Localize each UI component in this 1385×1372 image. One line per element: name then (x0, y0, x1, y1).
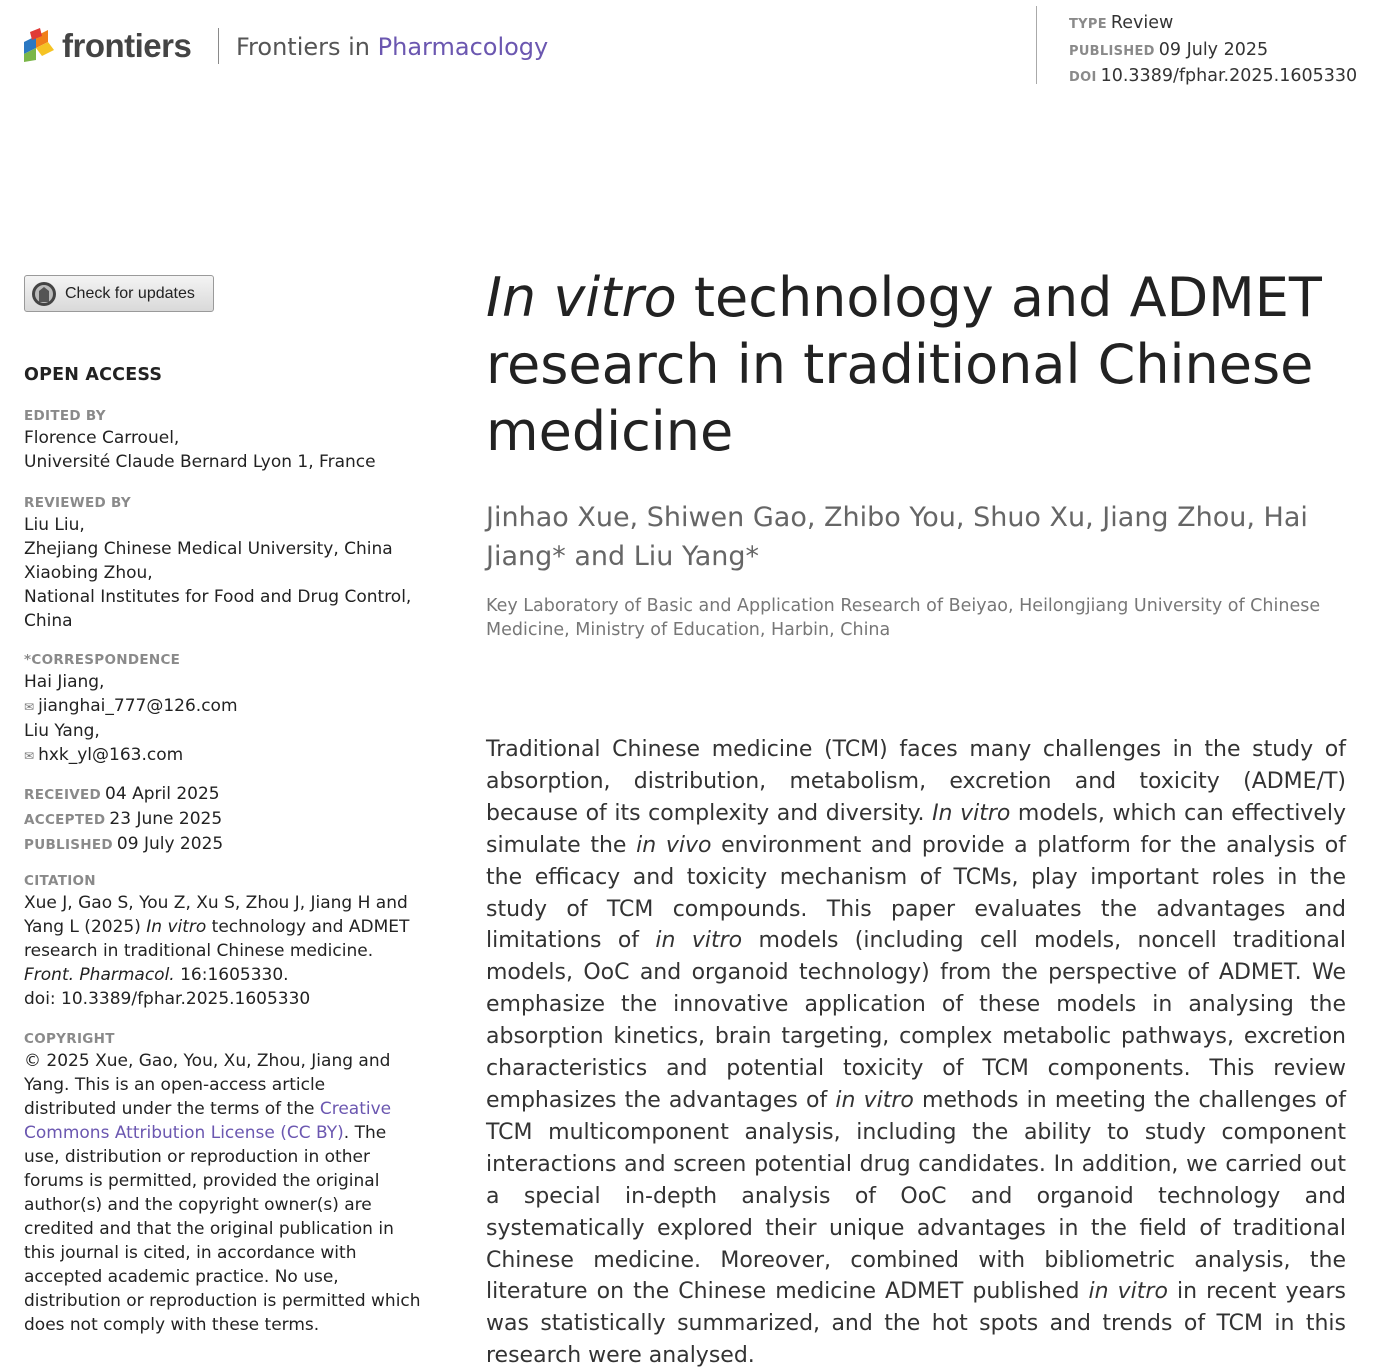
frontiers-logo-icon (22, 28, 56, 64)
citation-volume: 16:1605330. (174, 965, 289, 985)
published-row (24, 832, 424, 857)
copyright-heading: COPYRIGHT (24, 1031, 115, 1047)
citation-italic: In vitro (146, 917, 207, 937)
citation-journal: Front. Pharmacol. (24, 965, 175, 985)
accepted-row (24, 807, 424, 832)
abstract-text: Traditional Chinese medicine (TCM) faces many challenges in the study of absorption, distribution, metabolism, excretion and toxicity (ADME/T) because of its complexity and diversity. (486, 737, 1346, 826)
check-updates-icon (31, 281, 57, 307)
abstract-text: environment and provide a platform for the analysis of the efficacy and toxicity mechanism of TCMs, play important roles in the study of TCM compounds. This paper evaluates the advantages and limitations of (486, 832, 1346, 954)
meta-type-value: Review (1110, 13, 1174, 33)
abstract-text: models, which can effectively simulate the (486, 800, 1346, 858)
editor-name: Florence Carrouel, (24, 428, 180, 448)
meta-doi (1069, 64, 1357, 91)
published-label: PUBLISHED (24, 837, 113, 853)
citation-line-2 (24, 915, 424, 939)
copyright-text (24, 1049, 422, 1337)
reviewer-1-affiliation: Zhejiang Chinese Medical University, China (24, 539, 393, 559)
abstract-italic: in vitro (1088, 1279, 1168, 1305)
meta-type (1069, 11, 1357, 38)
citation-line-3: research in traditional Chinese medicine. (24, 941, 374, 961)
reviewer-2-affiliation-country: China (24, 611, 73, 631)
edited-by-section (24, 406, 424, 474)
correspondent-2-email-row (24, 743, 424, 768)
correspondent-1-email[interactable]: jianghai_777@126.com (38, 696, 238, 716)
abstract-text: methods in meeting the challenges of TCM multicomponent analysis, including the ability to study component interactions and screen potential drug candidates. In addition, we carried out a special in-depth analysis of OoC and organoid technology and systematically explored their unique advantages in the field of traditional Chinese medicine. Moreover, combined with bibliometric analysis, the literature on the Chinese medicine ADMET published (486, 1087, 1346, 1305)
open-access-label: OPEN ACCESS (24, 365, 163, 385)
article-authors: Jinhao Xue, Shiwen Gao, Zhibo You, Shuo Xu, Jiang Zhou, Hai Jiang* and Liu Yang* (486, 502, 1308, 572)
reviewed-by-heading: REVIEWED BY (24, 495, 131, 511)
abstract-italic: in vitro (655, 928, 743, 954)
citation-doi[interactable]: doi: 10.3389/fphar.2025.1605330 (24, 989, 311, 1009)
mail-icon: ✉ (24, 700, 35, 714)
copyright-text-pre: © 2025 Xue, Gao, You, Xu, Zhou, Jiang and Yang. This is an open-access article distributed under the terms of the (24, 1051, 391, 1119)
received-row (24, 782, 424, 807)
frontiers-wordmark: frontiers (62, 27, 192, 64)
meta-published-value: 09 July 2025 (1158, 39, 1269, 60)
citation-section (24, 871, 424, 1011)
meta-doi-value[interactable]: 10.3389/fphar.2025.1605330 (1100, 66, 1358, 86)
citation-line-1: Xue J, Gao S, You Z, Xu S, Zhou J, Jiang H and (24, 893, 408, 913)
journal-title[interactable] (236, 33, 548, 61)
check-for-updates-button[interactable] (24, 275, 214, 312)
meta-published-label: PUBLISHED (1069, 43, 1155, 59)
article-title-italic: In vitro (486, 266, 677, 329)
meta-doi-label: DOI (1069, 70, 1097, 85)
abstract-italic: in vitro (835, 1087, 914, 1113)
reviewer-1-name: Liu Liu, (24, 515, 85, 535)
article-affiliation: Key Laboratory of Basic and Application Research of Beiyao, Heilongjiang University of Chinese Medicine, Ministry of Education, Harbin, China (486, 596, 1321, 640)
article-abstract (486, 734, 1346, 1372)
dates-section (24, 782, 424, 857)
accepted-label: ACCEPTED (24, 812, 106, 828)
citation-text: Yang L (2025) (24, 917, 147, 937)
abstract-italic: In vitro (932, 800, 1011, 826)
citation-heading: CITATION (24, 873, 96, 889)
cc-by-license-link[interactable]: Creative Commons Attribution License (CC BY) (24, 1099, 392, 1143)
abstract-text: in recent years was statistically summarized, and the hot spots and trends of TCM in this research were analysed. (486, 1279, 1347, 1369)
article-title-rest: technology and ADMET research in traditional Chinese medicine (486, 266, 1322, 463)
meta-published (1069, 38, 1357, 65)
accepted-date: 23 June 2025 (109, 809, 223, 829)
meta-type-label: TYPE (1069, 17, 1107, 32)
correspondence-section (24, 650, 424, 768)
abstract-italic: in vivo (636, 832, 712, 858)
check-for-updates-label: Check for updates (65, 284, 195, 302)
correspondent-1-email-row (24, 694, 424, 719)
header-divider (218, 28, 219, 64)
journal-prefix: Frontiers in (236, 33, 371, 61)
citation-text: technology and ADMET (206, 917, 410, 937)
copyright-text-post: . The use, distribution or reproduction in other forums is permitted, provided the original author(s) and the copyright owner(s) are credited and that the original publication in this journal is cited, in accordance with accepted academic practice. No use, distribution or reproduction is permitted which does not comply with these terms. (24, 1123, 421, 1335)
meta-divider (1036, 6, 1037, 84)
mail-icon: ✉ (24, 749, 35, 763)
editor-affiliation: Université Claude Bernard Lyon 1, France (24, 452, 376, 472)
frontiers-logo[interactable] (22, 26, 191, 66)
correspondent-2-email[interactable]: hxk_yl@163.com (38, 745, 184, 765)
correspondent-2-name: Liu Yang, (24, 721, 100, 741)
article-meta (1069, 11, 1357, 91)
reviewed-by-section (24, 493, 424, 633)
copyright-section (24, 1029, 422, 1337)
article-title (486, 264, 1366, 465)
received-date: 04 April 2025 (105, 784, 220, 804)
correspondence-heading: *CORRESPONDENCE (24, 652, 181, 668)
abstract-text: models (including cell models, noncell traditional models, OoC and organoid technology) from the perspective of ADMET. We emphasize the innovative application of these models in analysing the absorption kinetics, brain targeting, complex metabolic pathways, excretion characteristics and potential toxicity of TCM components. This review emphasizes the advantages of (486, 928, 1347, 1113)
edited-by-heading: EDITED BY (24, 408, 106, 424)
correspondent-1-name: Hai Jiang, (24, 672, 105, 692)
reviewer-2-name: Xiaobing Zhou, (24, 563, 153, 583)
published-date: 09 July 2025 (116, 834, 224, 854)
citation-line-4 (24, 963, 424, 987)
reviewer-2-affiliation: National Institutes for Food and Drug Control, (24, 587, 412, 607)
journal-name: Pharmacology (377, 33, 549, 61)
received-label: RECEIVED (24, 787, 102, 803)
